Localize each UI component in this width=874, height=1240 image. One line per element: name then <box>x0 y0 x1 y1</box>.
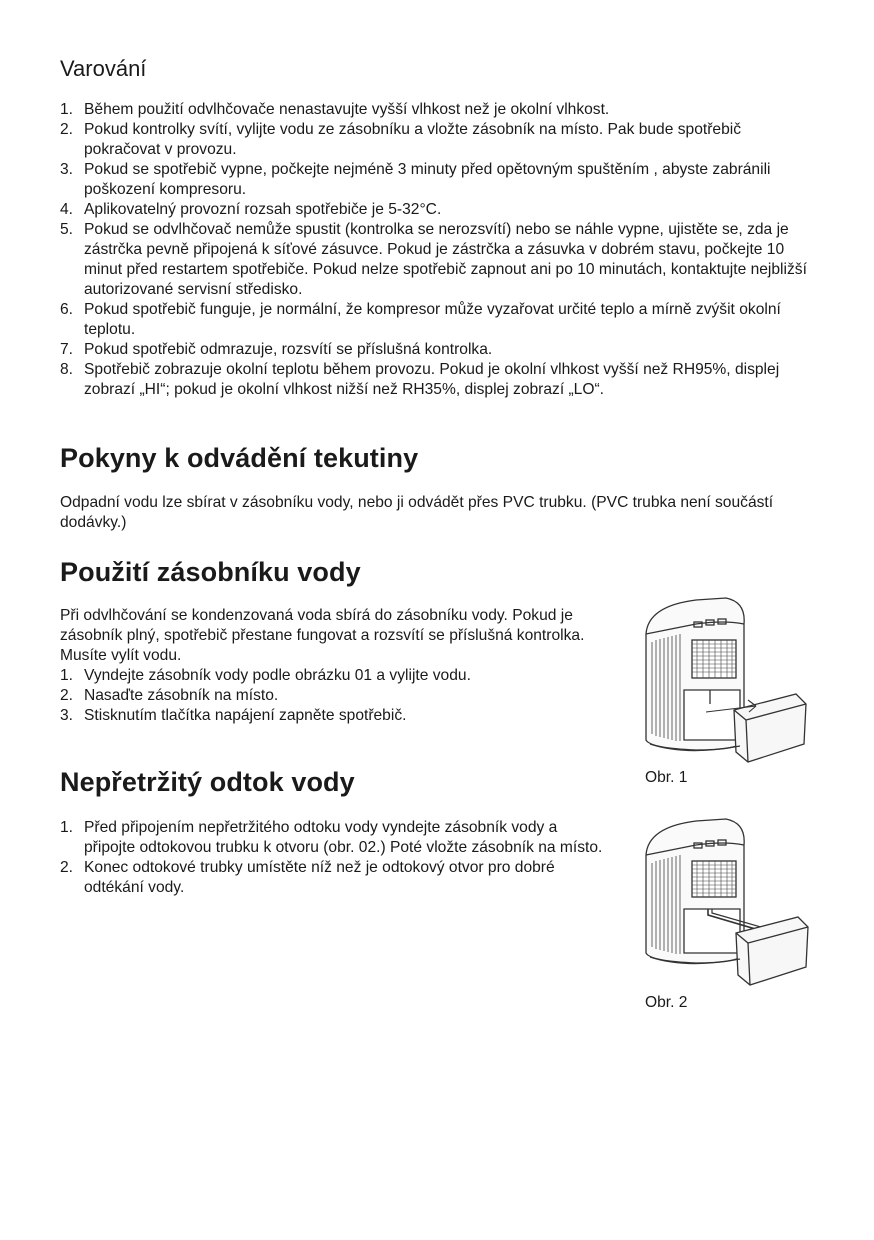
tank-title: Použití zásobníku vody <box>60 557 361 587</box>
figure-1-dehumidifier-tank-removal <box>636 594 816 769</box>
list-item: 1. Vyndejte zásobník vody podle obrázku 01 a vylijte vodu. <box>60 667 471 684</box>
list-item: 2. Nasaďte zásobník na místo. <box>60 687 279 704</box>
list-item: 3. Pokud se spotřebič vypne, počkejte nejméně 3 minuty před opětovným spuštěním , abyste zabránili poškození kompresoru. <box>60 161 771 198</box>
figure-2-dehumidifier-drain-hose <box>636 815 816 990</box>
list-item: 4. Aplikovatelný provozní rozsah spotřebiče je 5-32°C. <box>60 201 442 218</box>
list-item: 1. Před připojením nepřetržitého odtoku vody vyndejte zásobník vody a připojte odtokovou trubku k otvoru (obr. 02.) Poté vložte zásobník na místo. <box>60 819 603 856</box>
drain-title: Pokyny k odvádění tekutiny <box>60 443 419 473</box>
list-item: 5. Pokud se odvlhčovač nemůže spustit (kontrolka se nerozsvítí) nebo se náhle vypne, ujistěte se, zda je zástrčka pevně připojená k síťové zásuvce. Pokud je zástrčka a zásuvka v dobrém stavu, počkejte 10 minut před restartem spotřebiče. Pokud nelze spotřebič zapnout ani po 10 minutách, kontaktujte nejbližší autorizované servisní středisko. <box>60 221 807 298</box>
list-item: 1. Během použití odvlhčovače nenastavujte vyšší vlhkost než je okolní vlhkost. <box>60 101 610 118</box>
list-item: 8. Spotřebič zobrazuje okolní teplotu během provozu. Pokud je okolní vlhkost vyšší než RH95%, displej zobrazí „HI“; pokud je okolní vlhkost nižší než RH35%, displej zobrazí „LO“. <box>60 361 780 398</box>
figure-1-caption: Obr. 1 <box>645 769 688 786</box>
list-item: 2. Konec odtokové trubky umístěte níž než je odtokový otvor pro dobré odtékání vody. <box>60 859 555 896</box>
warnings-list <box>60 100 810 400</box>
list-item: 7. Pokud spotřebič odmrazuje, rozsvítí se příslušná kontrolka. <box>60 341 493 358</box>
list-item: 6. Pokud spotřebič funguje, je normální, že kompresor může vyzařovat určité teplo a mírně zvýšit okolní teplotu. <box>60 301 781 338</box>
tank-steps-list <box>60 666 620 726</box>
list-item: 3. Stisknutím tlačítka napájení zapněte spotřebič. <box>60 707 407 724</box>
figure-2-caption: Obr. 2 <box>645 994 688 1011</box>
list-item: 2. Pokud kontrolky svítí, vylijte vodu ze zásobníku a vložte zásobník na místo. Pak bude spotřebič pokračovat v provozu. <box>60 121 742 158</box>
continuous-title: Nepřetržitý odtok vody <box>60 767 355 797</box>
continuous-steps-list <box>60 818 610 898</box>
tank-intro: Při odvlhčování se kondenzovaná voda sbírá do zásobníku vody. Pokud je zásobník plný, spotřebič přestane fungovat a rozsvítí se příslušná kontrolka. Musíte vylít vodu. <box>60 607 585 664</box>
warnings-title: Varování <box>60 56 147 81</box>
drain-text: Odpadní vodu lze sbírat v zásobníku vody, nebo ji odvádět přes PVC trubku. (PVC trubka není součástí dodávky.) <box>60 494 774 531</box>
